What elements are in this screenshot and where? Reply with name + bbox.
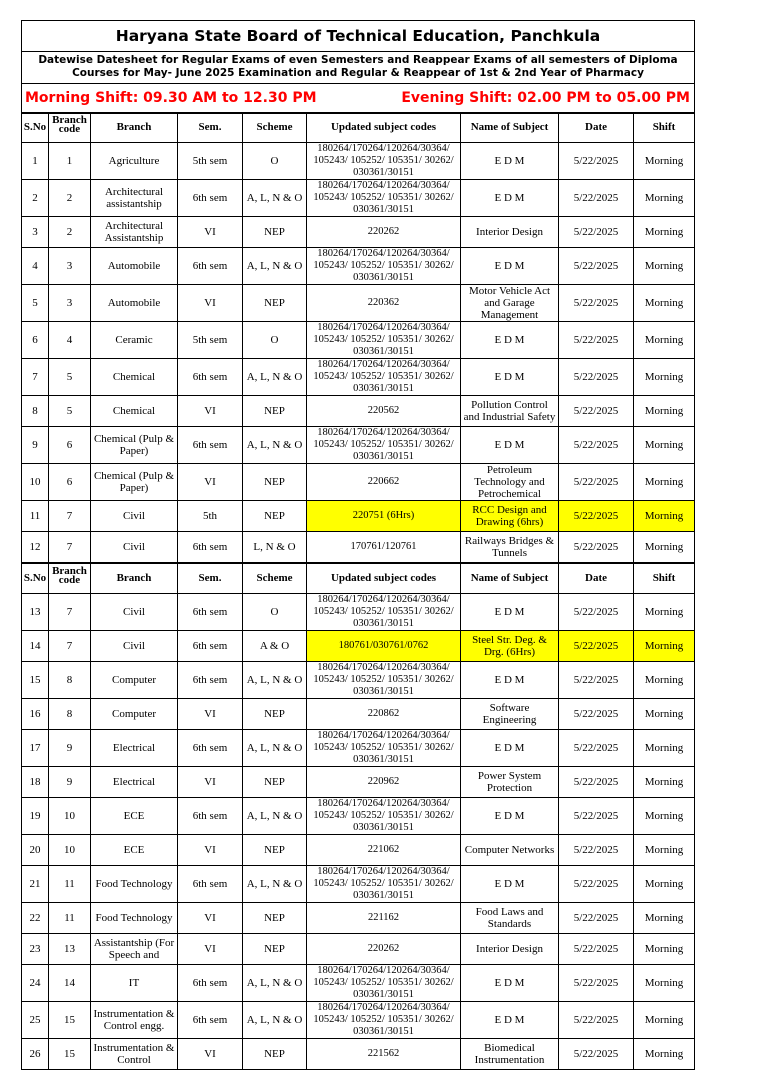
cell-sno: 26 [22,1039,49,1070]
cell-date: 5/22/2025 [559,1039,634,1070]
cell-scheme: NEP [243,835,307,866]
cell-branch: Automobile [91,285,178,322]
col-header-sno: S.No [22,113,49,143]
table-body-part-2 [22,594,695,1070]
cell-shift: Morning [634,965,695,1002]
cell-branch: Civil [91,501,178,532]
cell-branch: Instrumentation & Control [91,1039,178,1070]
cell-branch-code: 7 [49,631,91,662]
cell-date: 5/22/2025 [559,359,634,396]
cell-subject-name: E D M [461,866,559,903]
cell-scheme: A, L, N & O [243,1002,307,1039]
cell-sem: 5th [178,501,243,532]
cell-sno: 15 [22,662,49,699]
table-row [22,631,695,662]
cell-sem: VI [178,835,243,866]
col-header-subject-codes: Updated subject codes [307,113,461,143]
cell-subject-name: RCC Design and Drawing (6hrs) [461,501,559,532]
cell-shift: Morning [634,662,695,699]
cell-scheme: NEP [243,699,307,730]
col-header-subject-codes: Updated subject codes [307,564,461,594]
cell-date: 5/22/2025 [559,532,634,563]
table-row [22,285,695,322]
cell-subject-codes: 180264/170264/120264/30364/ 105243/ 105252/ 105351/ 30262/ 030361/30151 [307,143,461,180]
cell-sem: VI [178,217,243,248]
cell-shift: Morning [634,594,695,631]
cell-branch-code: 5 [49,359,91,396]
cell-subject-codes: 220262 [307,934,461,965]
col-header-sem: Sem. [178,113,243,143]
table-row [22,501,695,532]
col-header-subject-name: Name of Subject [461,564,559,594]
cell-scheme: A, L, N & O [243,180,307,217]
cell-sem: 6th sem [178,1002,243,1039]
cell-branch-code: 8 [49,662,91,699]
shift-timings [22,84,694,113]
cell-subject-codes: 180264/170264/120264/30364/ 105243/ 105252/ 105351/ 30262/ 030361/30151 [307,180,461,217]
cell-branch: Ceramic [91,322,178,359]
cell-shift: Morning [634,396,695,427]
cell-subject-name: Railways Bridges & Tunnels [461,532,559,563]
table-row [22,798,695,835]
cell-date: 5/22/2025 [559,903,634,934]
cell-sno: 16 [22,699,49,730]
cell-sem: 6th sem [178,798,243,835]
cell-shift: Morning [634,730,695,767]
cell-sno: 18 [22,767,49,798]
cell-date: 5/22/2025 [559,662,634,699]
cell-subject-codes: 221562 [307,1039,461,1070]
table-header-row [22,564,695,594]
table-header-row [22,113,695,143]
cell-subject-name: E D M [461,427,559,464]
cell-date: 5/22/2025 [559,248,634,285]
cell-branch: Chemical (Pulp & Paper) [91,427,178,464]
cell-sem: 6th sem [178,631,243,662]
cell-sem: 5th sem [178,322,243,359]
cell-sno: 19 [22,798,49,835]
cell-date: 5/22/2025 [559,396,634,427]
cell-date: 5/22/2025 [559,730,634,767]
cell-branch: Assistantship (For Speech and [91,934,178,965]
col-header-scheme: Scheme [243,113,307,143]
cell-date: 5/22/2025 [559,285,634,322]
cell-sno: 21 [22,866,49,903]
cell-subject-codes: 180264/170264/120264/30364/ 105243/ 105252/ 105351/ 30262/ 030361/30151 [307,427,461,464]
cell-branch: ECE [91,835,178,866]
cell-date: 5/22/2025 [559,1002,634,1039]
table-row [22,835,695,866]
cell-sem: VI [178,464,243,501]
cell-sno: 6 [22,322,49,359]
cell-branch: Computer [91,662,178,699]
cell-subject-name: Biomedical Instrumentation [461,1039,559,1070]
cell-scheme: O [243,322,307,359]
cell-scheme: L, N & O [243,532,307,563]
cell-shift: Morning [634,248,695,285]
cell-branch-code: 15 [49,1039,91,1070]
col-header-branch: Branch [91,113,178,143]
cell-sem: 6th sem [178,248,243,285]
cell-scheme: A, L, N & O [243,248,307,285]
cell-scheme: O [243,594,307,631]
cell-branch-code: 10 [49,835,91,866]
cell-sno: 4 [22,248,49,285]
cell-date: 5/22/2025 [559,464,634,501]
cell-date: 5/22/2025 [559,767,634,798]
table-row [22,965,695,1002]
cell-scheme: NEP [243,285,307,322]
cell-date: 5/22/2025 [559,866,634,903]
cell-branch: ECE [91,798,178,835]
cell-subject-name: Interior Design [461,934,559,965]
cell-shift: Morning [634,143,695,180]
col-header-date: Date [559,564,634,594]
table-row [22,594,695,631]
cell-subject-name: E D M [461,1002,559,1039]
cell-sem: VI [178,934,243,965]
cell-date: 5/22/2025 [559,501,634,532]
cell-branch: Architectural Assistantship [91,217,178,248]
cell-date: 5/22/2025 [559,798,634,835]
cell-sem: VI [178,1039,243,1070]
cell-subject-name: E D M [461,798,559,835]
col-header-sem: Sem. [178,564,243,594]
cell-branch-code: 8 [49,699,91,730]
cell-sem: 6th sem [178,594,243,631]
cell-subject-name: E D M [461,248,559,285]
cell-subject-name: Interior Design [461,217,559,248]
cell-shift: Morning [634,866,695,903]
cell-shift: Morning [634,532,695,563]
table-row [22,662,695,699]
cell-subject-name: Motor Vehicle Act and Garage Management [461,285,559,322]
col-header-date: Date [559,113,634,143]
table-row [22,396,695,427]
table-row [22,464,695,501]
cell-scheme: NEP [243,396,307,427]
cell-scheme: NEP [243,767,307,798]
evening-shift-timing: Evening Shift: 02.00 PM to 05.00 PM [401,90,690,106]
cell-subject-codes: 220751 (6Hrs) [307,501,461,532]
datesheet-table-part-1 [21,112,695,563]
table-body-part-1 [22,143,695,563]
cell-shift: Morning [634,285,695,322]
cell-subject-codes: 180264/170264/120264/30364/ 105243/ 105252/ 105351/ 30262/ 030361/30151 [307,730,461,767]
cell-subject-name: Software Engineering [461,699,559,730]
cell-sno: 3 [22,217,49,248]
cell-scheme: A & O [243,631,307,662]
cell-date: 5/22/2025 [559,143,634,180]
cell-subject-codes: 221162 [307,903,461,934]
cell-date: 5/22/2025 [559,631,634,662]
cell-shift: Morning [634,699,695,730]
cell-sno: 10 [22,464,49,501]
cell-branch: Chemical (Pulp & Paper) [91,464,178,501]
cell-subject-name: E D M [461,322,559,359]
cell-subject-codes: 180264/170264/120264/30364/ 105243/ 105252/ 105351/ 30262/ 030361/30151 [307,359,461,396]
cell-subject-name: Power System Protection [461,767,559,798]
cell-sem: VI [178,396,243,427]
cell-shift: Morning [634,767,695,798]
table-row [22,180,695,217]
cell-scheme: NEP [243,501,307,532]
cell-subject-name: E D M [461,359,559,396]
cell-scheme: O [243,143,307,180]
cell-subject-codes: 180264/170264/120264/30364/ 105243/ 105252/ 105351/ 30262/ 030361/30151 [307,248,461,285]
cell-date: 5/22/2025 [559,322,634,359]
cell-shift: Morning [634,217,695,248]
cell-date: 5/22/2025 [559,180,634,217]
cell-subject-codes: 180264/170264/120264/30364/ 105243/ 105252/ 105351/ 30262/ 030361/30151 [307,1002,461,1039]
cell-subject-codes: 180264/170264/120264/30364/ 105243/ 105252/ 105351/ 30262/ 030361/30151 [307,594,461,631]
cell-scheme: A, L, N & O [243,730,307,767]
cell-branch-code: 3 [49,248,91,285]
cell-branch: Electrical [91,767,178,798]
cell-scheme: A, L, N & O [243,866,307,903]
document-header [21,20,695,114]
cell-branch-code: 7 [49,594,91,631]
cell-sno: 7 [22,359,49,396]
cell-sem: 6th sem [178,730,243,767]
cell-branch: Food Technology [91,903,178,934]
cell-shift: Morning [634,501,695,532]
cell-subject-name: E D M [461,965,559,1002]
cell-subject-codes: 180264/170264/120264/30364/ 105243/ 105252/ 105351/ 30262/ 030361/30151 [307,965,461,1002]
cell-scheme: A, L, N & O [243,965,307,1002]
cell-shift: Morning [634,322,695,359]
cell-branch-code: 5 [49,396,91,427]
cell-branch-code: 3 [49,285,91,322]
cell-shift: Morning [634,903,695,934]
cell-subject-codes: 220262 [307,217,461,248]
cell-sem: 6th sem [178,427,243,464]
cell-sem: 6th sem [178,866,243,903]
cell-sno: 1 [22,143,49,180]
cell-branch-code: 6 [49,427,91,464]
table-row [22,730,695,767]
cell-branch: Chemical [91,396,178,427]
cell-sno: 14 [22,631,49,662]
cell-sem: 6th sem [178,359,243,396]
cell-shift: Morning [634,631,695,662]
col-header-branch: Branch [91,564,178,594]
cell-sno: 9 [22,427,49,464]
col-header-branch-code: Branch code [49,564,91,594]
table-row [22,903,695,934]
cell-sno: 12 [22,532,49,563]
cell-date: 5/22/2025 [559,835,634,866]
table-row [22,532,695,563]
cell-date: 5/22/2025 [559,965,634,1002]
cell-subject-name: Computer Networks [461,835,559,866]
cell-branch: Automobile [91,248,178,285]
cell-subject-codes: 220862 [307,699,461,730]
cell-shift: Morning [634,1002,695,1039]
morning-shift-timing: Morning Shift: 09.30 AM to 12.30 PM [25,90,317,106]
cell-subject-name: E D M [461,662,559,699]
cell-scheme: NEP [243,903,307,934]
cell-sem: VI [178,903,243,934]
cell-branch: Computer [91,699,178,730]
cell-branch-code: 11 [49,903,91,934]
cell-sno: 22 [22,903,49,934]
cell-branch: Instrumentation & Control engg. [91,1002,178,1039]
cell-branch-code: 15 [49,1002,91,1039]
cell-scheme: NEP [243,217,307,248]
cell-branch-code: 13 [49,934,91,965]
cell-sno: 23 [22,934,49,965]
cell-subject-name: E D M [461,594,559,631]
cell-sem: VI [178,699,243,730]
table-row [22,248,695,285]
cell-sno: 11 [22,501,49,532]
col-header-shift: Shift [634,564,695,594]
cell-branch: Civil [91,631,178,662]
cell-subject-codes: 220562 [307,396,461,427]
cell-subject-codes: 221062 [307,835,461,866]
cell-subject-name: Pollution Control and Industrial Safety [461,396,559,427]
cell-branch-code: 7 [49,532,91,563]
cell-shift: Morning [634,798,695,835]
table-row [22,322,695,359]
cell-sno: 13 [22,594,49,631]
cell-branch-code: 1 [49,143,91,180]
datesheet-description [22,52,694,84]
datesheet-table-part-2 [21,563,695,1070]
cell-sno: 20 [22,835,49,866]
cell-branch-code: 9 [49,730,91,767]
cell-branch: IT [91,965,178,1002]
cell-shift: Morning [634,427,695,464]
cell-subject-codes: 170761/120761 [307,532,461,563]
cell-branch: Civil [91,594,178,631]
cell-sem: VI [178,767,243,798]
cell-branch-code: 7 [49,501,91,532]
cell-scheme: A, L, N & O [243,798,307,835]
cell-branch: Electrical [91,730,178,767]
cell-sem: 6th sem [178,180,243,217]
cell-shift: Morning [634,1039,695,1070]
description-line-1: Datewise Datesheet for Regular Exams of even Semesters and Reappear Exams of all semesters of Diploma [38,54,678,66]
col-header-scheme: Scheme [243,564,307,594]
table-row [22,1002,695,1039]
cell-subject-name: E D M [461,730,559,767]
cell-subject-codes: 180264/170264/120264/30364/ 105243/ 105252/ 105351/ 30262/ 030361/30151 [307,866,461,903]
cell-scheme: NEP [243,1039,307,1070]
cell-date: 5/22/2025 [559,594,634,631]
table-row [22,699,695,730]
col-header-subject-name: Name of Subject [461,113,559,143]
table-row [22,767,695,798]
cell-sem: VI [178,285,243,322]
cell-branch: Food Technology [91,866,178,903]
cell-branch-code: 4 [49,322,91,359]
table-row [22,866,695,903]
table-row [22,1039,695,1070]
cell-branch-code: 14 [49,965,91,1002]
cell-scheme: A, L, N & O [243,427,307,464]
cell-date: 5/22/2025 [559,427,634,464]
cell-branch: Architectural assistantship [91,180,178,217]
cell-shift: Morning [634,934,695,965]
col-header-sno: S.No [22,564,49,594]
cell-sno: 17 [22,730,49,767]
col-header-shift: Shift [634,113,695,143]
cell-date: 5/22/2025 [559,217,634,248]
cell-date: 5/22/2025 [559,699,634,730]
cell-shift: Morning [634,835,695,866]
cell-subject-codes: 220662 [307,464,461,501]
cell-scheme: NEP [243,934,307,965]
cell-sno: 8 [22,396,49,427]
cell-subject-name: Food Laws and Standards [461,903,559,934]
cell-sem: 6th sem [178,532,243,563]
cell-sno: 5 [22,285,49,322]
cell-sem: 6th sem [178,965,243,1002]
cell-sem: 5th sem [178,143,243,180]
cell-branch-code: 9 [49,767,91,798]
table-row [22,217,695,248]
cell-shift: Morning [634,464,695,501]
cell-branch-code: 10 [49,798,91,835]
cell-subject-name: Steel Str. Deg. & Drg. (6Hrs) [461,631,559,662]
cell-branch-code: 2 [49,180,91,217]
cell-subject-codes: 180761/030761/0762 [307,631,461,662]
cell-branch-code: 11 [49,866,91,903]
table-row [22,359,695,396]
table-row [22,143,695,180]
cell-sno: 24 [22,965,49,1002]
cell-sem: 6th sem [178,662,243,699]
cell-shift: Morning [634,359,695,396]
cell-subject-codes: 220962 [307,767,461,798]
table-row [22,427,695,464]
cell-subject-name: Petroleum Technology and Petrochemical [461,464,559,501]
cell-branch-code: 2 [49,217,91,248]
cell-subject-name: E D M [461,180,559,217]
cell-subject-codes: 180264/170264/120264/30364/ 105243/ 105252/ 105351/ 30262/ 030361/30151 [307,798,461,835]
cell-shift: Morning [634,180,695,217]
cell-date: 5/22/2025 [559,934,634,965]
cell-scheme: A, L, N & O [243,662,307,699]
cell-subject-codes: 180264/170264/120264/30364/ 105243/ 105252/ 105351/ 30262/ 030361/30151 [307,322,461,359]
cell-sno: 25 [22,1002,49,1039]
table-row [22,934,695,965]
board-title: Haryana State Board of Technical Education, Panchkula [22,21,694,52]
cell-scheme: A, L, N & O [243,359,307,396]
cell-branch: Chemical [91,359,178,396]
cell-subject-codes: 180264/170264/120264/30364/ 105243/ 105252/ 105351/ 30262/ 030361/30151 [307,662,461,699]
cell-subject-codes: 220362 [307,285,461,322]
cell-sno: 2 [22,180,49,217]
cell-branch: Civil [91,532,178,563]
col-header-branch-code: Branch code [49,113,91,143]
cell-branch: Agriculture [91,143,178,180]
cell-scheme: NEP [243,464,307,501]
description-line-2: Courses for May- June 2025 Examination and Regular & Reappear of 1st & 2nd Year of Pharmacy [72,67,644,79]
cell-branch-code: 6 [49,464,91,501]
cell-subject-name: E D M [461,143,559,180]
